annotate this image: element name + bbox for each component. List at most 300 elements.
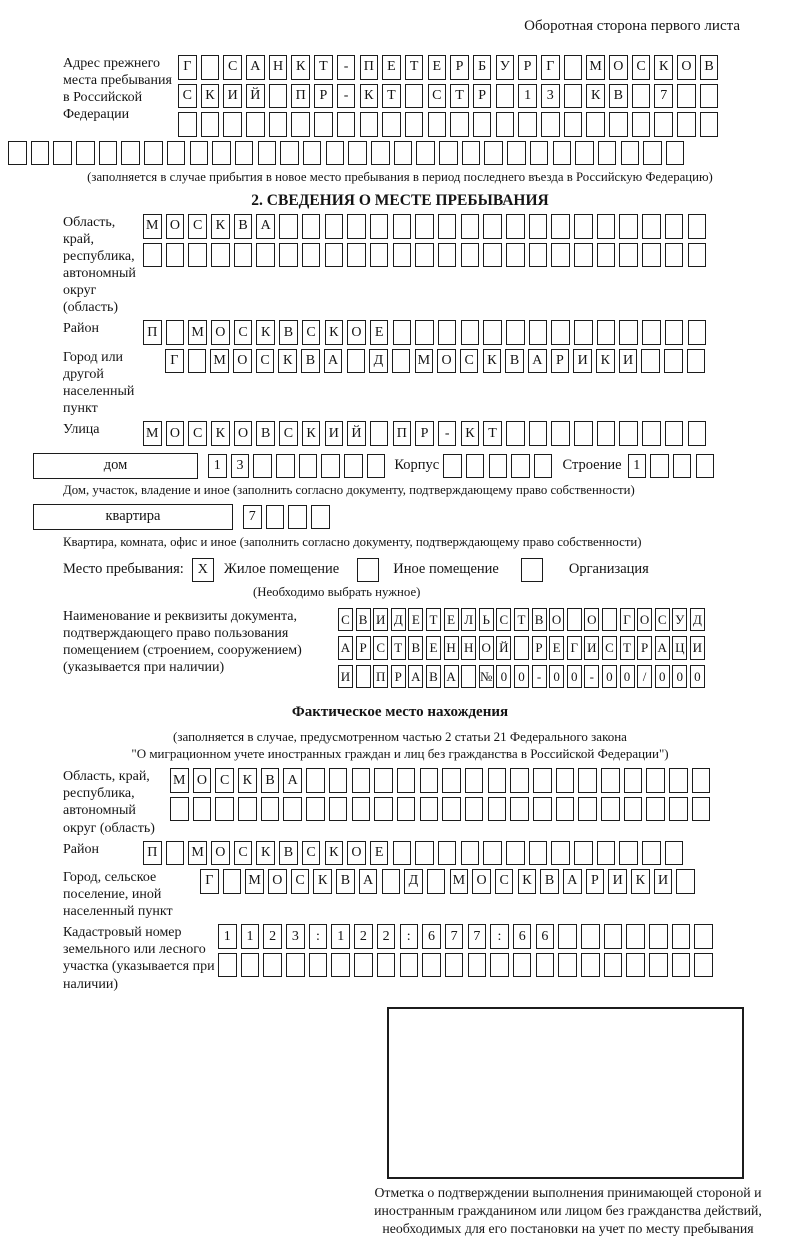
char-cell[interactable]: С (279, 421, 298, 446)
char-cell[interactable] (325, 243, 344, 268)
char-cell[interactable]: 1 (208, 454, 227, 479)
char-cell[interactable]: Т (314, 55, 333, 80)
char-cell[interactable]: М (245, 869, 264, 894)
char-cell[interactable] (551, 214, 570, 239)
char-cell[interactable]: В (426, 665, 441, 689)
char-cell[interactable] (427, 869, 446, 894)
char-cell[interactable]: П (373, 665, 388, 689)
char-cell[interactable] (321, 454, 340, 479)
char-cell[interactable] (450, 112, 469, 137)
char-cell[interactable] (609, 112, 628, 137)
char-cell[interactable] (309, 953, 328, 978)
char-cell[interactable]: С (215, 768, 234, 793)
char-cell[interactable]: Й (496, 636, 511, 660)
char-cell[interactable]: 0 (690, 665, 705, 689)
char-cell[interactable]: Т (620, 636, 635, 660)
char-cell[interactable]: С (188, 214, 207, 239)
char-cell[interactable] (344, 454, 363, 479)
char-cell[interactable]: М (143, 214, 162, 239)
char-cell[interactable]: А (359, 869, 378, 894)
char-cell[interactable]: О (549, 608, 564, 632)
char-cell[interactable] (601, 797, 620, 822)
char-cell[interactable] (506, 320, 525, 345)
char-cell[interactable] (405, 112, 424, 137)
char-cell[interactable] (405, 84, 424, 109)
char-cell[interactable]: И (619, 349, 638, 374)
char-cell[interactable]: Р (518, 55, 537, 80)
char-cell[interactable]: Е (370, 841, 389, 866)
char-cell[interactable]: 0 (567, 665, 582, 689)
char-cell[interactable] (370, 421, 389, 446)
char-cell[interactable]: 1 (331, 924, 350, 949)
char-cell[interactable] (601, 768, 620, 793)
char-cell[interactable] (597, 214, 616, 239)
char-cell[interactable] (261, 797, 280, 822)
char-cell[interactable] (541, 112, 560, 137)
char-cell[interactable]: М (188, 841, 207, 866)
char-cell[interactable] (263, 953, 282, 978)
char-cell[interactable]: 0 (602, 665, 617, 689)
char-cell[interactable]: В (279, 841, 298, 866)
char-cell[interactable] (518, 112, 537, 137)
char-cell[interactable]: И (608, 869, 627, 894)
char-cell[interactable]: С (256, 349, 275, 374)
char-cell[interactable] (438, 243, 457, 268)
char-cell[interactable] (31, 141, 50, 166)
char-cell[interactable] (374, 768, 393, 793)
char-cell[interactable]: 6 (536, 924, 555, 949)
char-cell[interactable] (166, 243, 185, 268)
char-cell[interactable]: К (302, 421, 321, 446)
char-cell[interactable]: П (360, 55, 379, 80)
char-cell[interactable]: П (291, 84, 310, 109)
char-cell[interactable] (496, 112, 515, 137)
char-cell[interactable]: 2 (354, 924, 373, 949)
char-cell[interactable] (400, 953, 419, 978)
char-cell[interactable]: К (256, 320, 275, 345)
char-cell[interactable]: Е (426, 636, 441, 660)
char-cell[interactable] (269, 84, 288, 109)
char-cell[interactable] (626, 924, 645, 949)
char-cell[interactable] (303, 141, 322, 166)
char-cell[interactable] (121, 141, 140, 166)
char-cell[interactable]: : (490, 924, 509, 949)
char-cell[interactable]: 2 (377, 924, 396, 949)
char-cell[interactable]: Р (450, 55, 469, 80)
char-cell[interactable]: О (166, 214, 185, 239)
char-cell[interactable] (280, 141, 299, 166)
char-cell[interactable]: М (415, 349, 434, 374)
char-cell[interactable] (649, 953, 668, 978)
char-cell[interactable] (530, 141, 549, 166)
char-cell[interactable] (201, 55, 220, 80)
char-cell[interactable]: М (170, 768, 189, 793)
char-cell[interactable] (167, 141, 186, 166)
char-cell[interactable]: К (631, 869, 650, 894)
char-cell[interactable] (597, 243, 616, 268)
char-cell[interactable] (551, 841, 570, 866)
char-cell[interactable]: Е (370, 320, 389, 345)
char-cell[interactable] (696, 454, 715, 479)
char-cell[interactable]: Р (391, 665, 406, 689)
char-cell[interactable] (700, 112, 719, 137)
char-cell[interactable]: : (400, 924, 419, 949)
char-cell[interactable] (664, 349, 683, 374)
char-cell[interactable] (558, 924, 577, 949)
char-cell[interactable] (624, 768, 643, 793)
char-cell[interactable] (415, 243, 434, 268)
char-cell[interactable] (551, 320, 570, 345)
char-cell[interactable] (619, 320, 638, 345)
char-cell[interactable]: О (268, 869, 287, 894)
char-cell[interactable]: О (637, 608, 652, 632)
char-cell[interactable] (302, 214, 321, 239)
char-cell[interactable]: С (632, 55, 651, 80)
char-cell[interactable]: 3 (231, 454, 250, 479)
char-cell[interactable] (279, 214, 298, 239)
char-cell[interactable] (511, 454, 530, 479)
char-cell[interactable]: С (460, 349, 479, 374)
char-cell[interactable] (496, 84, 515, 109)
char-cell[interactable] (325, 214, 344, 239)
char-cell[interactable]: 1 (628, 454, 647, 479)
char-cell[interactable]: В (408, 636, 423, 660)
char-cell[interactable] (669, 768, 688, 793)
char-cell[interactable] (574, 243, 593, 268)
char-cell[interactable] (439, 141, 458, 166)
char-cell[interactable] (642, 320, 661, 345)
char-cell[interactable] (397, 797, 416, 822)
char-cell[interactable] (258, 141, 277, 166)
char-cell[interactable] (483, 214, 502, 239)
char-cell[interactable] (677, 84, 696, 109)
char-cell[interactable] (166, 841, 185, 866)
char-cell[interactable] (483, 841, 502, 866)
char-cell[interactable]: С (291, 869, 310, 894)
char-cell[interactable] (143, 243, 162, 268)
char-cell[interactable]: К (211, 214, 230, 239)
char-cell[interactable]: О (609, 55, 628, 80)
char-cell[interactable] (347, 214, 366, 239)
char-cell[interactable] (484, 141, 503, 166)
char-cell[interactable]: - (337, 55, 356, 80)
char-cell[interactable]: Е (444, 608, 459, 632)
char-cell[interactable]: И (338, 665, 353, 689)
char-cell[interactable] (279, 243, 298, 268)
char-cell[interactable] (170, 797, 189, 822)
char-cell[interactable] (461, 665, 476, 689)
char-cell[interactable]: В (609, 84, 628, 109)
char-cell[interactable] (581, 953, 600, 978)
char-cell[interactable] (641, 349, 660, 374)
char-cell[interactable] (291, 112, 310, 137)
char-cell[interactable]: Р (356, 636, 371, 660)
char-cell[interactable]: 7 (654, 84, 673, 109)
char-cell[interactable] (665, 214, 684, 239)
char-cell[interactable]: В (336, 869, 355, 894)
char-cell[interactable] (348, 141, 367, 166)
char-cell[interactable] (642, 841, 661, 866)
char-cell[interactable] (314, 112, 333, 137)
char-cell[interactable] (188, 243, 207, 268)
char-cell[interactable]: А (338, 636, 353, 660)
char-cell[interactable] (238, 797, 257, 822)
char-cell[interactable]: С (373, 636, 388, 660)
char-cell[interactable]: И (573, 349, 592, 374)
char-cell[interactable]: М (143, 421, 162, 446)
char-cell[interactable] (646, 768, 665, 793)
char-cell[interactable] (529, 421, 548, 446)
char-cell[interactable] (377, 953, 396, 978)
char-cell[interactable] (241, 953, 260, 978)
char-cell[interactable] (461, 320, 480, 345)
char-cell[interactable]: К (313, 869, 332, 894)
char-cell[interactable]: К (211, 421, 230, 446)
char-cell[interactable]: О (472, 869, 491, 894)
char-cell[interactable] (354, 953, 373, 978)
char-cell[interactable]: И (223, 84, 242, 109)
char-cell[interactable] (597, 841, 616, 866)
char-cell[interactable] (586, 112, 605, 137)
char-cell[interactable]: В (356, 608, 371, 632)
char-cell[interactable] (488, 797, 507, 822)
char-cell[interactable] (428, 112, 447, 137)
char-cell[interactable] (602, 608, 617, 632)
char-cell[interactable] (619, 421, 638, 446)
char-cell[interactable] (461, 841, 480, 866)
char-cell[interactable]: О (211, 841, 230, 866)
char-cell[interactable]: Р (415, 421, 434, 446)
stay-type-checkbox-organization[interactable] (521, 558, 543, 582)
char-cell[interactable] (461, 214, 480, 239)
char-cell[interactable]: Е (382, 55, 401, 80)
char-cell[interactable]: А (283, 768, 302, 793)
char-cell[interactable]: : (309, 924, 328, 949)
char-cell[interactable] (306, 768, 325, 793)
char-cell[interactable]: К (654, 55, 673, 80)
char-cell[interactable] (672, 953, 691, 978)
char-cell[interactable]: М (450, 869, 469, 894)
char-cell[interactable] (311, 505, 330, 530)
char-cell[interactable] (445, 953, 464, 978)
char-cell[interactable] (473, 112, 492, 137)
char-cell[interactable] (597, 421, 616, 446)
char-cell[interactable] (556, 768, 575, 793)
char-cell[interactable] (642, 214, 661, 239)
char-cell[interactable]: К (278, 349, 297, 374)
char-cell[interactable]: К (518, 869, 537, 894)
char-cell[interactable]: А (444, 665, 459, 689)
char-cell[interactable]: Н (269, 55, 288, 80)
char-cell[interactable] (465, 797, 484, 822)
char-cell[interactable] (416, 141, 435, 166)
char-cell[interactable] (564, 55, 583, 80)
char-cell[interactable]: В (279, 320, 298, 345)
char-cell[interactable] (465, 768, 484, 793)
char-cell[interactable]: И (373, 608, 388, 632)
char-cell[interactable]: 7 (468, 924, 487, 949)
char-cell[interactable] (76, 141, 95, 166)
char-cell[interactable] (393, 243, 412, 268)
char-cell[interactable]: В (261, 768, 280, 793)
char-cell[interactable]: И (325, 421, 344, 446)
char-cell[interactable] (506, 421, 525, 446)
char-cell[interactable] (490, 953, 509, 978)
char-cell[interactable] (462, 141, 481, 166)
char-cell[interactable] (676, 869, 695, 894)
char-cell[interactable] (306, 797, 325, 822)
char-cell[interactable] (687, 349, 706, 374)
char-cell[interactable]: Т (514, 608, 529, 632)
char-cell[interactable]: О (193, 768, 212, 793)
char-cell[interactable]: Р (532, 636, 547, 660)
char-cell[interactable]: Р (586, 869, 605, 894)
char-cell[interactable] (370, 243, 389, 268)
char-cell[interactable] (529, 243, 548, 268)
char-cell[interactable]: С (178, 84, 197, 109)
char-cell[interactable]: Г (178, 55, 197, 80)
char-cell[interactable] (669, 797, 688, 822)
char-cell[interactable] (215, 797, 234, 822)
char-cell[interactable] (276, 454, 295, 479)
char-cell[interactable] (665, 320, 684, 345)
char-cell[interactable]: В (532, 608, 547, 632)
char-cell[interactable]: О (233, 349, 252, 374)
char-cell[interactable]: Т (483, 421, 502, 446)
char-cell[interactable]: Л (461, 608, 476, 632)
char-cell[interactable]: И (690, 636, 705, 660)
char-cell[interactable]: А (256, 214, 275, 239)
char-cell[interactable] (536, 953, 555, 978)
char-cell[interactable] (510, 768, 529, 793)
char-cell[interactable] (551, 421, 570, 446)
char-cell[interactable]: К (325, 320, 344, 345)
char-cell[interactable] (253, 454, 272, 479)
char-cell[interactable] (553, 141, 572, 166)
char-cell[interactable] (283, 797, 302, 822)
char-cell[interactable]: В (540, 869, 559, 894)
char-cell[interactable] (510, 797, 529, 822)
char-cell[interactable] (443, 454, 462, 479)
char-cell[interactable]: С (496, 608, 511, 632)
char-cell[interactable] (507, 141, 526, 166)
char-cell[interactable] (382, 869, 401, 894)
char-cell[interactable]: К (483, 349, 502, 374)
char-cell[interactable] (393, 841, 412, 866)
char-cell[interactable] (506, 214, 525, 239)
char-cell[interactable] (483, 243, 502, 268)
char-cell[interactable] (246, 112, 265, 137)
char-cell[interactable] (514, 636, 529, 660)
char-cell[interactable] (420, 768, 439, 793)
char-cell[interactable] (442, 768, 461, 793)
char-cell[interactable] (688, 421, 707, 446)
char-cell[interactable] (382, 112, 401, 137)
char-cell[interactable]: П (393, 421, 412, 446)
char-cell[interactable]: О (347, 320, 366, 345)
char-cell[interactable]: В (700, 55, 719, 80)
char-cell[interactable] (235, 141, 254, 166)
char-cell[interactable] (393, 214, 412, 239)
char-cell[interactable]: 7 (445, 924, 464, 949)
char-cell[interactable] (564, 84, 583, 109)
char-cell[interactable] (468, 953, 487, 978)
char-cell[interactable] (673, 454, 692, 479)
char-cell[interactable] (574, 421, 593, 446)
char-cell[interactable] (578, 797, 597, 822)
char-cell[interactable] (529, 320, 548, 345)
char-cell[interactable]: С (234, 320, 253, 345)
char-cell[interactable]: Р (473, 84, 492, 109)
char-cell[interactable] (604, 953, 623, 978)
char-cell[interactable]: Й (347, 421, 366, 446)
char-cell[interactable]: М (210, 349, 229, 374)
char-cell[interactable] (694, 924, 713, 949)
char-cell[interactable]: К (256, 841, 275, 866)
char-cell[interactable]: Т (382, 84, 401, 109)
char-cell[interactable] (567, 608, 582, 632)
char-cell[interactable] (415, 841, 434, 866)
char-cell[interactable] (556, 797, 575, 822)
char-cell[interactable]: С (188, 421, 207, 446)
char-cell[interactable]: - (584, 665, 599, 689)
char-cell[interactable]: М (586, 55, 605, 80)
char-cell[interactable]: Г (620, 608, 635, 632)
stay-type-checkbox-residential[interactable]: X (192, 558, 214, 582)
char-cell[interactable]: С (655, 608, 670, 632)
char-cell[interactable] (529, 214, 548, 239)
char-cell[interactable]: К (238, 768, 257, 793)
char-cell[interactable] (654, 112, 673, 137)
char-cell[interactable]: П (143, 320, 162, 345)
char-cell[interactable]: 0 (655, 665, 670, 689)
char-cell[interactable]: И (584, 636, 599, 660)
char-cell[interactable]: Г (567, 636, 582, 660)
char-cell[interactable] (564, 112, 583, 137)
char-cell[interactable]: А (324, 349, 343, 374)
char-cell[interactable]: Н (461, 636, 476, 660)
char-cell[interactable] (8, 141, 27, 166)
char-cell[interactable]: № (479, 665, 494, 689)
char-cell[interactable] (513, 953, 532, 978)
char-cell[interactable] (604, 924, 623, 949)
char-cell[interactable] (688, 320, 707, 345)
char-cell[interactable] (393, 320, 412, 345)
char-cell[interactable] (331, 953, 350, 978)
char-cell[interactable] (392, 349, 411, 374)
char-cell[interactable]: Д (404, 869, 423, 894)
char-cell[interactable] (218, 953, 237, 978)
char-cell[interactable] (598, 141, 617, 166)
char-cell[interactable]: 3 (541, 84, 560, 109)
char-cell[interactable]: 1 (241, 924, 260, 949)
char-cell[interactable]: О (211, 320, 230, 345)
char-cell[interactable] (488, 768, 507, 793)
char-cell[interactable]: - (337, 84, 356, 109)
char-cell[interactable]: С (602, 636, 617, 660)
char-cell[interactable]: К (325, 841, 344, 866)
char-cell[interactable] (415, 214, 434, 239)
char-cell[interactable] (371, 141, 390, 166)
char-cell[interactable]: 0 (672, 665, 687, 689)
char-cell[interactable] (506, 841, 525, 866)
char-cell[interactable]: К (461, 421, 480, 446)
char-cell[interactable]: Т (426, 608, 441, 632)
char-cell[interactable] (256, 243, 275, 268)
char-cell[interactable] (665, 841, 684, 866)
char-cell[interactable] (672, 924, 691, 949)
char-cell[interactable] (347, 349, 366, 374)
